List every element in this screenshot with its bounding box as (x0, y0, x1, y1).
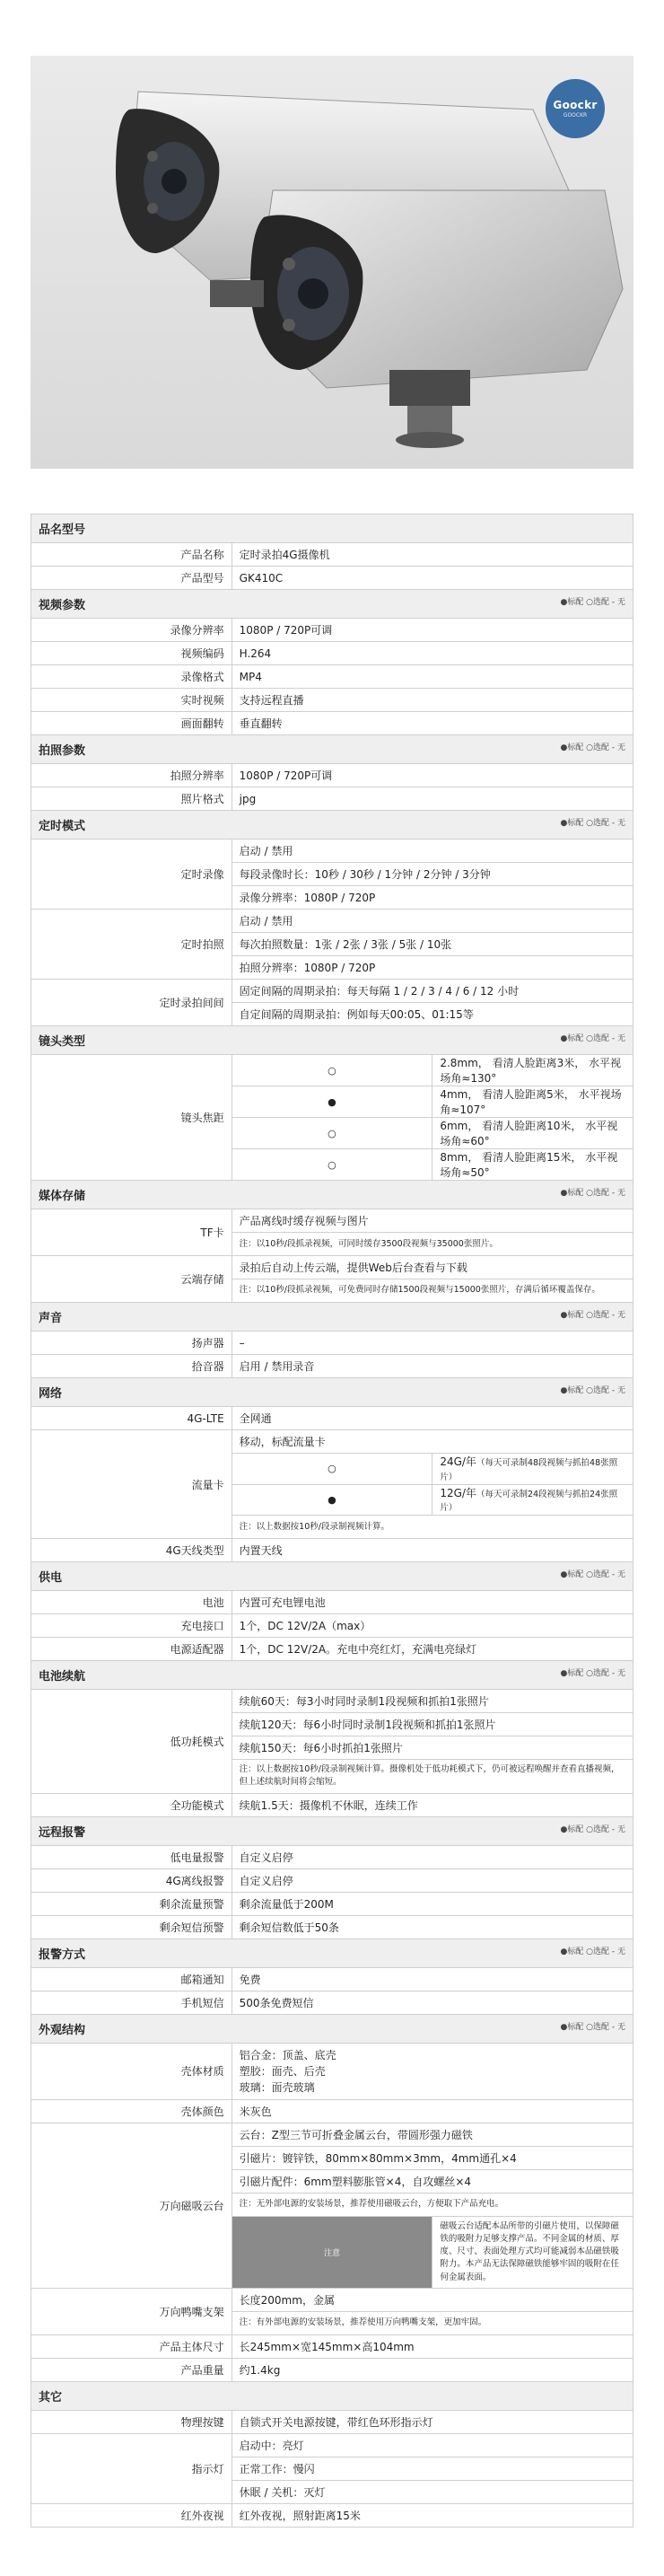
row-label: 拾音器 (31, 1355, 232, 1378)
row-value: 固定间隔的周期录拍：每天每隔 1 / 2 / 3 / 4 / 6 / 12 小时 (232, 980, 633, 1003)
row-label: 实时视频 (31, 689, 232, 712)
row-value: 1080P / 720P可调 (232, 764, 633, 787)
row-value: 自定义启停 (232, 1845, 633, 1868)
warning-tag-cell (232, 2216, 432, 2288)
row-label: 产品主体尺寸 (31, 2334, 232, 2358)
section-title: 供电 ●标配 ○选配 - 无 (31, 1562, 633, 1591)
table-row (31, 1209, 633, 1233)
row-label: 产品型号 (31, 567, 232, 590)
row-value: 1个，DC 12V/2A。充电中亮红灯，充满电亮绿灯 (232, 1638, 633, 1661)
row-label: 剩余短信预警 (31, 1915, 232, 1939)
table-row (31, 1539, 633, 1562)
section-header (31, 1181, 633, 1209)
table-row (31, 2288, 633, 2311)
row-label: 邮箱通知 (31, 1967, 232, 1991)
section-header (31, 811, 633, 840)
legend: ●标配 ○选配 - 无 (560, 1570, 625, 1580)
row-value: 12G/年 (440, 1486, 476, 1499)
table-row (31, 1868, 633, 1892)
camera-illustration (31, 56, 633, 469)
table-row (31, 642, 633, 665)
legend: ●标配 ○选配 - 无 (560, 1034, 625, 1043)
row-value: GK410C (232, 567, 633, 590)
option-marker: ○ (232, 1149, 432, 1181)
row-value: 24G/年 (440, 1455, 476, 1468)
row-note: 注：无外部电源的安装场景，推荐使用磁吸云台，方便取下产品充电。 (232, 2193, 633, 2216)
row-note: （每天可录制24段视频与抓拍24张照片） (440, 1489, 618, 1514)
table-row (31, 1055, 633, 1086)
row-value: 8mm， 看清人脸距离15米， 水平视场角≈50° (432, 1149, 633, 1181)
row-value: 每段录像时长：10秒 / 30秒 / 1分钟 / 2分钟 / 3分钟 (232, 863, 633, 886)
row-value: – (232, 1332, 633, 1355)
option-marker: ● (232, 1484, 432, 1516)
section-title: 定时模式 ●标配 ○选配 - 无 (31, 811, 633, 840)
section-title: 拍照参数 ●标配 ○选配 - 无 (31, 735, 633, 764)
table-row (31, 1355, 633, 1378)
row-value: 内置可充电锂电池 (232, 1591, 633, 1614)
section-title: 其它 (31, 2381, 633, 2410)
row-label: 壳体颜色 (31, 2099, 232, 2123)
table-row (31, 840, 633, 863)
legend: ●标配 ○选配 - 无 (560, 2022, 625, 2032)
section-title: 镜头类型 ●标配 ○选配 - 无 (31, 1026, 633, 1055)
row-label: 录像格式 (31, 665, 232, 689)
section-title: 网络 ●标配 ○选配 - 无 (31, 1378, 633, 1407)
row-label: 产品名称 (31, 543, 232, 567)
row-value: 长度200mm，金属 (232, 2288, 633, 2311)
row-label: 红外夜视 (31, 2503, 232, 2527)
row-value: 内置天线 (232, 1539, 633, 1562)
row-value: 长245mm×宽145mm×高104mm (232, 2334, 633, 2358)
option-marker: ● (232, 1086, 432, 1118)
table-row (31, 2123, 633, 2146)
row-label: 4G-LTE (31, 1407, 232, 1430)
table-row (31, 1430, 633, 1454)
table-row (31, 712, 633, 735)
row-note: 注：有外部电源的安装场景，推荐使用万向鸭嘴支架，更加牢固。 (232, 2311, 633, 2334)
spec-table (31, 514, 633, 2528)
section-title: 声音 ●标配 ○选配 - 无 (31, 1303, 633, 1332)
row-value: 引磁片：镀锌铁，80mm×80mm×3mm，4mm通孔×4 (232, 2146, 633, 2169)
row-label: 定时录拍间间 (31, 980, 232, 1026)
option-marker: ○ (232, 1118, 432, 1149)
section-title: 视频参数 ●标配 ○选配 - 无 (31, 590, 633, 619)
legend: ●标配 ○选配 - 无 (560, 598, 625, 607)
table-row (31, 689, 633, 712)
row-value: 支持远程直播 (232, 689, 633, 712)
section-header (31, 590, 633, 619)
row-value: 启动中：亮灯 (232, 2433, 633, 2457)
table-row (31, 1256, 633, 1279)
section-header (31, 2014, 633, 2043)
section-header (31, 2381, 633, 2410)
row-value: 续航120天：每6小时同时录制1段视频和抓拍1张照片 (232, 1713, 633, 1736)
row-value: 500条免费短信 (232, 1991, 633, 2014)
row-label: TF卡 (31, 1209, 232, 1256)
section-header (31, 1303, 633, 1332)
row-label: 电源适配器 (31, 1638, 232, 1661)
table-row (31, 543, 633, 567)
table-row (31, 2099, 633, 2123)
row-label: 4G离线报警 (31, 1868, 232, 1892)
row-value: 产品离线时缓存视频与图片 (232, 1209, 633, 1233)
table-row (31, 2043, 633, 2099)
warning-tag: 注意 (320, 2245, 344, 2260)
section-title: 报警方式 ●标配 ○选配 - 无 (31, 1939, 633, 1967)
row-label: 扬声器 (31, 1332, 232, 1355)
legend: ●标配 ○选配 - 无 (560, 743, 625, 752)
row-value: 录拍后自动上传云端，提供Web后台查看与下载 (232, 1256, 633, 1279)
table-row (31, 980, 633, 1003)
row-label: 定时录像 (31, 840, 232, 910)
section-header (31, 1939, 633, 1967)
brand-logo (546, 79, 605, 138)
section-header (31, 1661, 633, 1690)
table-row (31, 1614, 633, 1638)
table-row (31, 1638, 633, 1661)
row-value: 录像分辨率：1080P / 720P (232, 886, 633, 910)
row-note: 注：以10秒/段抓录视频，可同时缓存3500段视频与35000张照片。 (232, 1233, 633, 1256)
row-label: 剩余流量预警 (31, 1892, 232, 1915)
row-value: 启动 / 禁用 (232, 910, 633, 933)
table-row (31, 910, 633, 933)
row-label: 壳体材质 (31, 2043, 232, 2099)
row-value: 启动 / 禁用 (232, 840, 633, 863)
row-label: 流量卡 (31, 1430, 232, 1539)
table-row (31, 1591, 633, 1614)
legend: ●标配 ○选配 - 无 (560, 1189, 625, 1198)
table-row (31, 1845, 633, 1868)
row-label: 充电接口 (31, 1614, 232, 1638)
row-value: 续航60天：每3小时同时录制1段视频和抓拍1张照片 (232, 1690, 633, 1713)
row-value: 1080P / 720P可调 (232, 619, 633, 642)
section-title: 远程报警 ●标配 ○选配 - 无 (31, 1816, 633, 1845)
table-row (31, 764, 633, 787)
row-label: 产品重量 (31, 2358, 232, 2381)
row-label: 镜头焦距 (31, 1055, 232, 1181)
section-header (31, 1378, 633, 1407)
row-label: 照片格式 (31, 787, 232, 811)
section-title: 外观结构 ●标配 ○选配 - 无 (31, 2014, 633, 2043)
row-value: 启用 / 禁用录音 (232, 1355, 633, 1378)
legend: ●标配 ○选配 - 无 (560, 819, 625, 828)
row-label: 万向鸭嘴支架 (31, 2288, 232, 2334)
row-note: （每天可录制48段视频与抓拍48张照片） (440, 1458, 618, 1482)
row-value: 全网通 (232, 1407, 633, 1430)
section-header (31, 1816, 633, 1845)
row-value: 自定间隔的周期录拍：例如每天00:05、01:15等 (232, 1003, 633, 1026)
row-value: MP4 (232, 665, 633, 689)
logo-text: Goockr (553, 99, 598, 111)
row-value: 剩余流量低于200M (232, 1892, 633, 1915)
product-hero-image (31, 56, 633, 469)
row-value: 铝合金：顶盖、底壳 塑胶：面壳、后壳 玻璃：面壳玻璃 (232, 2043, 633, 2099)
option-marker: ○ (232, 1055, 432, 1086)
row-value: H.264 (232, 642, 633, 665)
row-label: 指示灯 (31, 2433, 232, 2503)
row-label: 云端存储 (31, 1256, 232, 1303)
row-value: 2.8mm， 看清人脸距离3米， 水平视场角≈130° (432, 1055, 633, 1086)
table-row (31, 1407, 633, 1430)
row-label: 录像分辨率 (31, 619, 232, 642)
row-note: 注：以10秒/段抓录视频，可免费同时存储1500段视频与15000张照片，存满后循环覆盖保存。 (232, 1279, 633, 1303)
row-value: 米灰色 (232, 2099, 633, 2123)
row-value: 免费 (232, 1967, 633, 1991)
row-note: 注：以上数据按10秒/段录制视频计算。 (232, 1516, 633, 1539)
section-title: 电池续航 ●标配 ○选配 - 无 (31, 1661, 633, 1690)
row-value: 定时录拍4G摄像机 (232, 543, 633, 567)
table-row (31, 1915, 633, 1939)
table-row (31, 2334, 633, 2358)
row-value: 红外夜视，照射距离15米 (232, 2503, 633, 2527)
table-row (31, 1991, 633, 2014)
row-value: 正常工作：慢闪 (232, 2457, 633, 2480)
table-row (31, 787, 633, 811)
row-value: 1个，DC 12V/2A（max） (232, 1614, 633, 1638)
table-row (31, 1690, 633, 1713)
row-label: 万向磁吸云台 (31, 2123, 232, 2288)
table-row (31, 2433, 633, 2457)
section-title: 媒体存储 ●标配 ○选配 - 无 (31, 1181, 633, 1209)
table-row (31, 2358, 633, 2381)
option-marker: ○ (232, 1454, 432, 1485)
section-header (31, 1026, 633, 1055)
row-note: 注：以上数据按10秒/段录制视频计算。摄像机处于低功耗模式下，仍可被远程唤醒并查看直播视频，但上述续航时间将会缩短。 (232, 1760, 633, 1794)
row-label: 画面翻转 (31, 712, 232, 735)
row-value: 云台：Z型三节可折叠金属云台，带圆形强力磁铁 (232, 2123, 633, 2146)
legend: ●标配 ○选配 - 无 (560, 1311, 625, 1320)
row-value: 移动，标配流量卡 (232, 1430, 633, 1454)
row-value: 自锁式开关电源按键，带红色环形指示灯 (232, 2410, 633, 2433)
row-value: 休眠 / 关机：灭灯 (232, 2480, 633, 2503)
row-value: 引磁片配件：6mm塑料膨胀管×4，自攻螺丝×4 (232, 2169, 633, 2193)
section-header (31, 735, 633, 764)
table-row (31, 1967, 633, 1991)
legend: ●标配 ○选配 - 无 (560, 1386, 625, 1395)
row-value: 6mm， 看清人脸距离10米， 水平视场角≈60° (432, 1118, 633, 1149)
legend: ●标配 ○选配 - 无 (560, 1824, 625, 1834)
row-label: 低功耗模式 (31, 1690, 232, 1794)
row-value: 续航150天：每6小时抓拍1张照片 (232, 1736, 633, 1760)
row-value: 自定义启停 (232, 1868, 633, 1892)
row-value: 剩余短信数低于50条 (232, 1915, 633, 1939)
table-row (31, 2503, 633, 2527)
row-label: 拍照分辨率 (31, 764, 232, 787)
row-label: 全功能模式 (31, 1793, 232, 1816)
row-value: 垂直翻转 (232, 712, 633, 735)
warning-text: 磁吸云台适配本品所带的引磁片使用，以保障磁铁的吸附力足够支撑产品。不同金属的材质、厚度、尺寸、表面处理方式均可能减弱本品磁铁吸附力。本产品无法保障磁铁能够牢固的吸附在任何金属表面。 (432, 2216, 633, 2288)
row-label: 4G天线类型 (31, 1539, 232, 1562)
row-value: 约1.4kg (232, 2358, 633, 2381)
row-label: 物理按键 (31, 2410, 232, 2433)
section-header (31, 1562, 633, 1591)
table-row (31, 1793, 633, 1816)
table-row (31, 619, 633, 642)
row-label: 低电量报警 (31, 1845, 232, 1868)
row-label: 定时拍照 (31, 910, 232, 980)
legend: ●标配 ○选配 - 无 (560, 1947, 625, 1956)
table-row (31, 1332, 633, 1355)
table-row (31, 2410, 633, 2433)
row-label: 视频编码 (31, 642, 232, 665)
row-label: 手机短信 (31, 1991, 232, 2014)
legend: ●标配 ○选配 - 无 (560, 1669, 625, 1679)
section-title: 品名型号 (31, 514, 633, 543)
row-value: 续航1.5天：摄像机不休眠，连续工作 (232, 1793, 633, 1816)
row-value: 拍照分辨率：1080P / 720P (232, 956, 633, 980)
row-label: 电池 (31, 1591, 232, 1614)
table-row (31, 567, 633, 590)
row-value: 每次拍照数量：1张 / 2张 / 3张 / 5张 / 10张 (232, 933, 633, 956)
row-value: jpg (232, 787, 633, 811)
table-row (31, 665, 633, 689)
table-row (31, 1892, 633, 1915)
section-header (31, 514, 633, 543)
logo-subtext: GOOCKR (563, 112, 588, 119)
row-value: 4mm， 看清人脸距离5米， 水平视场角≈107° (432, 1086, 633, 1118)
